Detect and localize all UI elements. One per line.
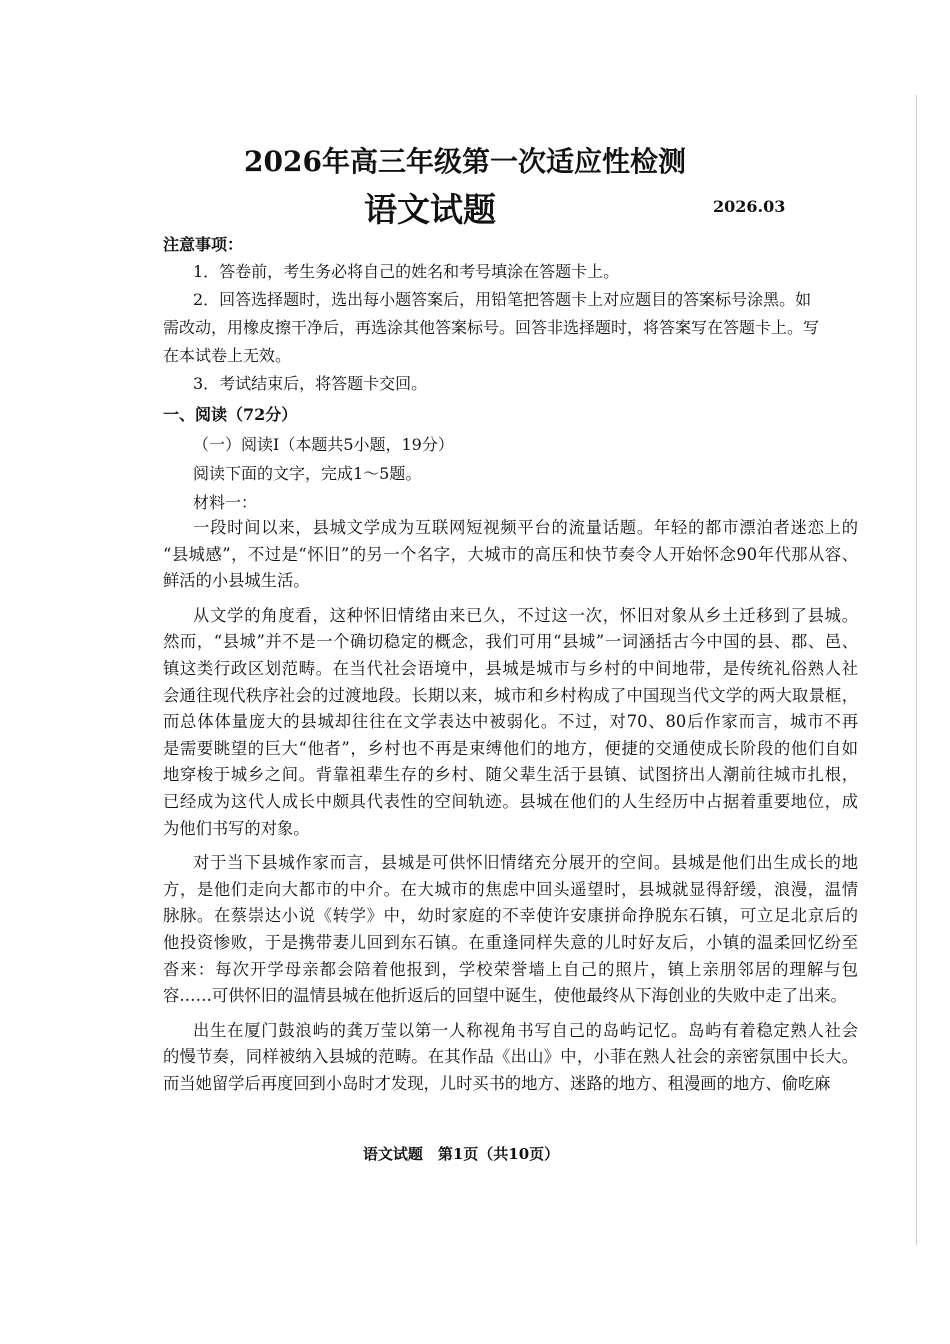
paragraph [163,515,858,595]
paragraph-line: 他投资惨败，于是携带妻儿回到东石镇。在重逢同样失意的儿时好友后，小镇的温柔回忆纷至 [163,932,858,952]
paragraph-line: 为他们书写的对象。 [163,818,310,838]
paragraph [163,603,858,842]
paragraph [163,1018,858,1098]
paragraph-line: 地穿梭于城乡之间。背靠祖辈生存的乡村、随父辈生活于县镇、试图挤出人潮前往城市扎根， [163,765,858,785]
paragraph-line: 会通往现代秩序社会的过渡地段。长期以来，城市和乡村构成了中国现当代文学的两大取景框， [163,685,858,705]
page-footer: 语文试题 第1页（共10页） [362,1145,560,1163]
paragraph-line: 而总体体量庞大的县城却往往在文学表达中被弱化。不过，对70、80后作家而言，城市不再 [163,712,858,732]
paragraph-line: “县城感”，不过是“怀旧”的另一个名字，大城市的高压和快节奏令人开始怀念90年代那从容、 [163,544,858,564]
paragraph-line: 镇这类行政区划范畴。在当代社会语境中，县城是城市与乡村的中间地带，是传统礼俗熟人社 [163,658,858,678]
paragraph-line: 已经成为这代人成长中颇具代表性的空间轨迹。县城在他们的人生经历中占据着重要地位，成 [163,791,858,811]
paragraph-line: 方，是他们走向大都市的中介。在大城市的焦虑中回头遥望时，县城就显得舒缓，浪漫，温情 [163,879,858,899]
paragraph-line: 然而，“县城”并不是一个确切稳定的概念，我们可用“县城”一词涵括古今中国的县、郡、邑、 [163,632,858,652]
paragraph-line: 而当她留学后再度回到小岛时才发现，儿时买书的地方、迷路的地方、租漫画的地方、偷吃麻 [163,1073,831,1093]
subject-title: 语文试题 [364,190,496,229]
passage [163,515,858,1105]
exam-title: 2026年高三年级第一次适应性检测 [244,145,686,178]
paragraph-line: 是需要眺望的巨大“他者”，乡村也不再是束缚他们的地方，便捷的交通使成长阶段的他们自如 [163,738,858,758]
notice-item: 2．回答选择题时，选出每小题答案后，用铅笔把答题卡上对应题目的答案标号涂黑。如 [193,290,812,309]
material-label: 材料一： [193,493,258,512]
paragraph-line: 从文学的角度看，这种怀旧情绪由来已久，不过这一次，怀旧对象从乡土迁移到了县城。 [193,605,858,625]
paragraph-line: 鲜活的小县城生活。 [163,571,310,591]
exam-date: 2026.03 [713,197,786,216]
subsection-title: （一）阅读Ⅰ（本题共5小题，19分） [193,435,454,454]
paragraph-line: 对于当下县城作家而言，县城是可供怀旧情绪充分展开的空间。县城是他们出生成长的地 [193,853,858,873]
section-title: 一、阅读（72分） [163,405,298,424]
paragraph-line: 容……可供怀旧的温情县城在他折返后的回望中诞生，使他最终从下海创业的失败中走了出来。 [163,986,847,1006]
notice-item: 需改动，用橡皮擦干净后，再选涂其他答案标号。回答非选择题时，将答案写在答题卡上。写 [163,318,820,337]
notice-item: 3．考试结束后，将答题卡交回。 [193,374,428,393]
paragraph-line: 脉脉。在蔡崇达小说《转学》中，幼时家庭的不幸使许安康拼命挣脱东石镇，可立足北京后的 [163,906,858,926]
paragraph-line: 一段时间以来，县城文学成为互联网短视频平台的流量话题。年轻的都市漂泊者迷恋上的 [193,518,858,537]
notice-item: 在本试卷上无效。 [163,346,292,365]
paragraph-line: 的慢节奏，同样被纳入县城的范畴。在其作品《出山》中，小菲在熟人社会的亲密氛围中长大。 [163,1047,858,1067]
notice-item: 1．答卷前，考生务必将自己的姓名和考号填涂在答题卡上。 [193,262,620,281]
paragraph-line: 出生在厦门鼓浪屿的龚万莹以第一人称视角书写自己的岛屿记忆。岛屿有着稳定熟人社会 [193,1020,858,1040]
paragraph [163,850,858,1010]
instruction: 阅读下面的文字，完成1～5题。 [193,464,422,483]
scan-edge [916,95,917,1245]
paragraph-line: 沓来：每次开学母亲都会陪着他报到，学校荣誉墙上自己的照片，镇上亲朋邻居的理解与包 [163,959,858,979]
notice-heading: 注意事项： [163,235,244,254]
